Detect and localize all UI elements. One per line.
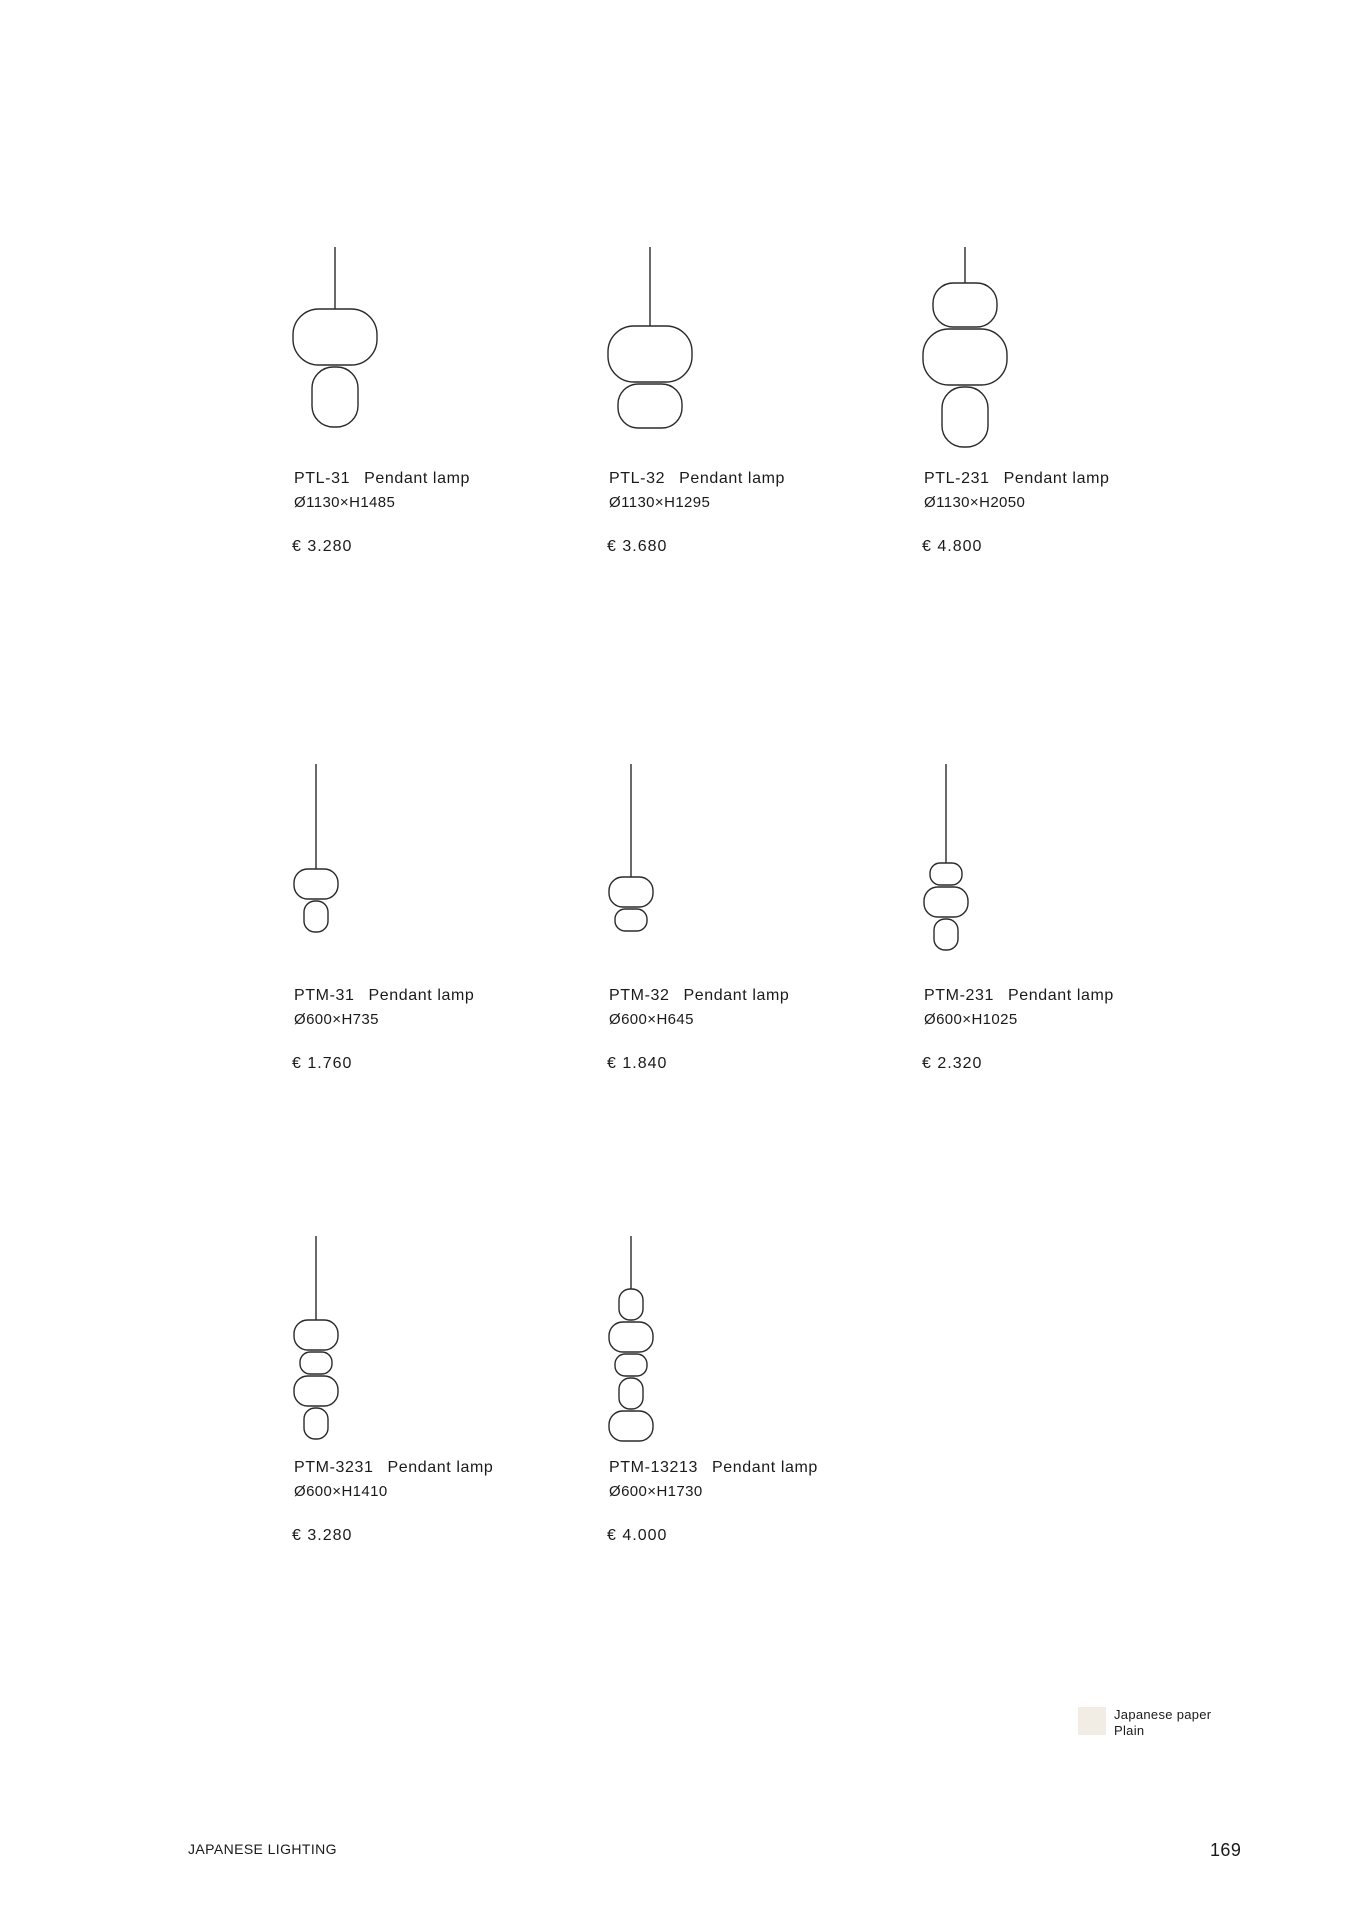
product-code: PTL-32 [609,470,666,487]
lamp-shade [923,329,1007,385]
lamp-illustration [922,764,970,956]
product-name [294,469,594,489]
product-name [294,986,594,1006]
lamp-shade [619,1289,643,1320]
material-swatch [1078,1707,1106,1735]
lamp-shade [304,1408,328,1439]
product-dimensions: Ø600×H1025 [924,1011,1018,1028]
product-type: Pendant lamp [679,470,786,487]
product-info [294,986,594,1074]
lamp-shade [618,384,682,428]
lamp-shade [304,901,328,932]
product-type: Pendant lamp [368,987,475,1004]
product-price: € 3.280 [292,538,353,555]
lamp-shade [609,1322,653,1352]
lamp-shade [300,1352,332,1374]
lamp-shade [294,1320,338,1350]
product-info [924,986,1224,1074]
material-label [1114,1707,1211,1739]
lamp-illustration [607,764,655,937]
product-info [609,986,909,1074]
product-price: € 2.320 [922,1055,983,1072]
lamp-shade [934,919,958,950]
product-price: € 3.680 [607,538,668,555]
product-type: Pendant lamp [712,1459,818,1476]
product-code: PTM-231 [924,987,994,1004]
product-price: € 1.840 [607,1055,668,1072]
product-code: PTM-13213 [609,1459,698,1476]
material-legend [1078,1707,1258,1739]
lamp-shade [294,869,338,899]
product-code: PTL-31 [294,470,351,487]
product-type: Pendant lamp [1008,987,1114,1004]
product-info [924,469,1224,557]
lamp-shade [930,863,962,885]
lamp-illustration [606,247,694,434]
product-code: PTM-3231 [294,1459,374,1476]
product-dimensions: Ø600×H645 [609,1011,694,1028]
lamp-shade [293,309,377,365]
lamp-shade [312,367,358,427]
lamp-shade [924,887,968,917]
product-name [609,469,909,489]
lamp-illustration [292,1236,340,1445]
product-info [294,1458,594,1546]
lamp-shade [609,877,653,907]
lamp-shade [608,326,692,382]
lamp-illustration [292,764,340,938]
product-name [294,1458,594,1478]
product-code: PTM-32 [609,987,670,1004]
product-name [924,986,1224,1006]
product-price: € 4.800 [922,538,983,555]
product-name [924,469,1224,489]
lamp-shade [294,1376,338,1406]
product-code: PTM-31 [294,987,355,1004]
product-type: Pendant lamp [364,470,471,487]
product-info [609,469,909,557]
product-dimensions: Ø600×H1730 [609,1483,703,1500]
section-title: JAPANESE LIGHTING [188,1841,337,1857]
lamp-shade [942,387,988,447]
lamp-shade [615,1354,647,1376]
product-dimensions: Ø600×H1410 [294,1483,388,1500]
product-code: PTL-231 [924,470,990,487]
product-info [294,469,594,557]
product-type: Pendant lamp [683,987,790,1004]
product-dimensions: Ø1130×H1295 [609,494,711,511]
product-price: € 4.000 [607,1527,668,1544]
product-type: Pendant lamp [1003,470,1110,487]
material-finish: Plain [1114,1723,1145,1738]
product-price: € 3.280 [292,1527,353,1544]
lamp-illustration [921,247,1009,453]
product-info [609,1458,909,1546]
lamp-shade [609,1411,653,1441]
lamp-shade [615,909,647,931]
product-dimensions: Ø600×H735 [294,1011,379,1028]
lamp-illustration [607,1236,655,1447]
lamp-illustration [291,247,379,433]
product-type: Pendant lamp [387,1459,494,1476]
product-dimensions: Ø1130×H1485 [294,494,396,511]
product-price: € 1.760 [292,1055,353,1072]
product-dimensions: Ø1130×H2050 [924,494,1026,511]
material-name: Japanese paper [1114,1707,1212,1722]
product-name [609,1458,909,1478]
product-name [609,986,909,1006]
lamp-shade [933,283,997,327]
page-number: 169 [1210,1840,1242,1860]
lamp-shade [619,1378,643,1409]
